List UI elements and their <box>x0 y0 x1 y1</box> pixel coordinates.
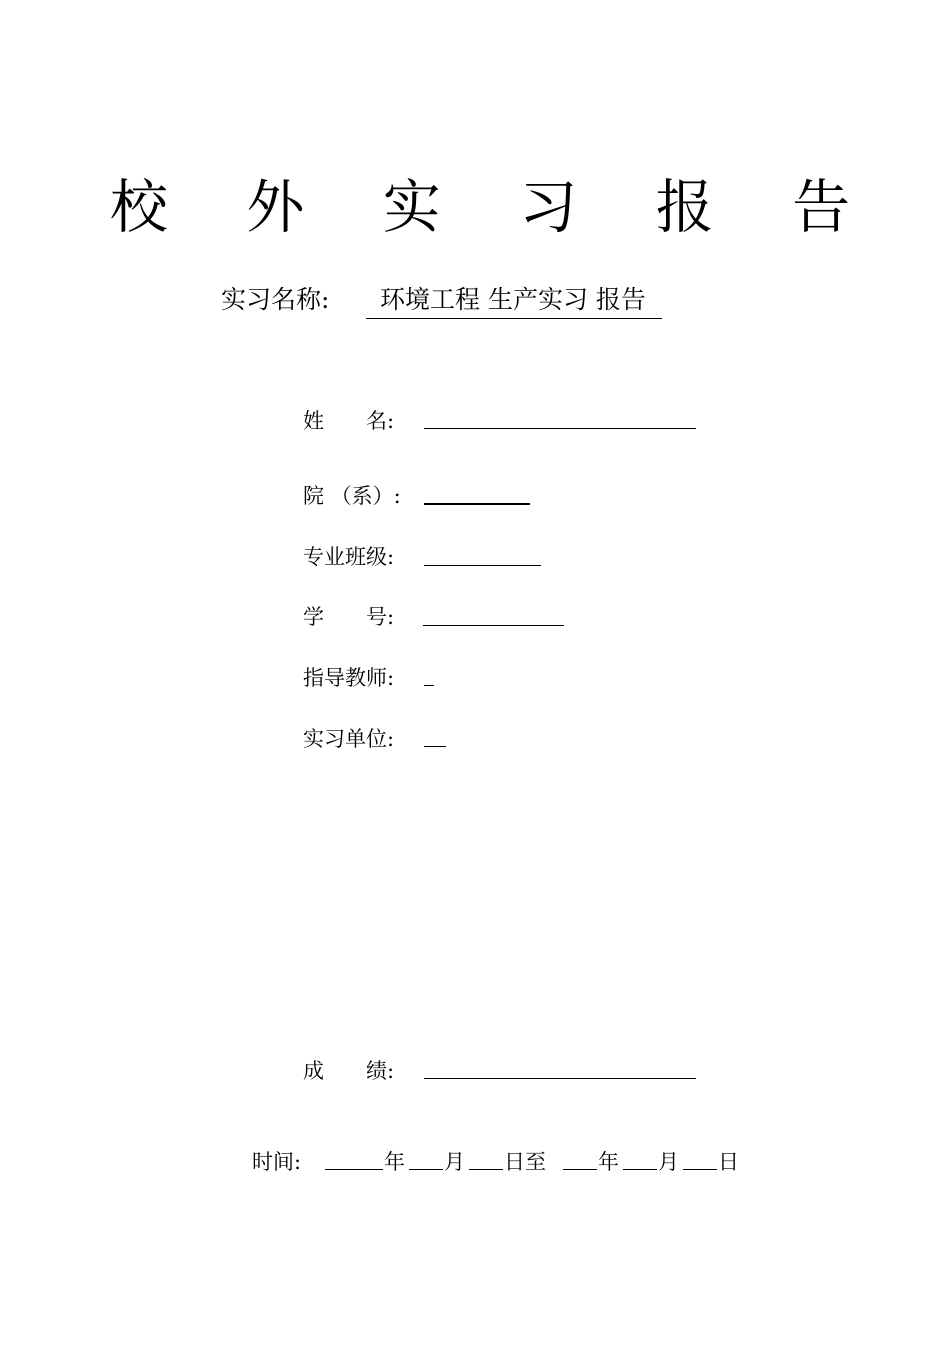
major-class-label: 专业班级: <box>303 545 395 569</box>
advisor-field[interactable] <box>424 685 434 686</box>
date-label: 时间: <box>252 1150 302 1174</box>
internship-name-label: 实习名称: <box>221 285 330 314</box>
student-id-field[interactable] <box>423 625 564 626</box>
start-day-to-text: 日至 <box>504 1150 546 1174</box>
end-year-field[interactable] <box>563 1169 597 1170</box>
department-field[interactable] <box>424 503 530 505</box>
major-class-field[interactable] <box>424 565 541 566</box>
grade-label: 成 绩: <box>303 1059 395 1083</box>
end-month-unit: 月 <box>658 1150 679 1174</box>
report-title: 校 外 实 习 报 告 <box>109 173 881 241</box>
grade-field[interactable] <box>424 1078 696 1079</box>
internship-name-value: 环境工程 生产实习 报告 <box>366 280 662 319</box>
start-year-unit: 年 <box>384 1150 405 1174</box>
end-month-field[interactable] <box>623 1169 657 1170</box>
start-month-field[interactable] <box>409 1169 443 1170</box>
department-label: 院 （系）: <box>303 484 401 508</box>
unit-label: 实习单位: <box>303 727 395 751</box>
start-year-field[interactable] <box>325 1169 383 1170</box>
start-month-unit: 月 <box>444 1150 465 1174</box>
advisor-label: 指导教师: <box>303 666 395 690</box>
end-day-field[interactable] <box>683 1169 717 1170</box>
end-day-unit: 日 <box>718 1150 739 1174</box>
name-label: 姓 名: <box>303 409 395 433</box>
start-day-field[interactable] <box>469 1169 503 1170</box>
end-year-unit: 年 <box>598 1150 619 1174</box>
name-field[interactable] <box>424 428 696 429</box>
student-id-label: 学 号: <box>303 605 395 629</box>
unit-field[interactable] <box>424 746 446 747</box>
